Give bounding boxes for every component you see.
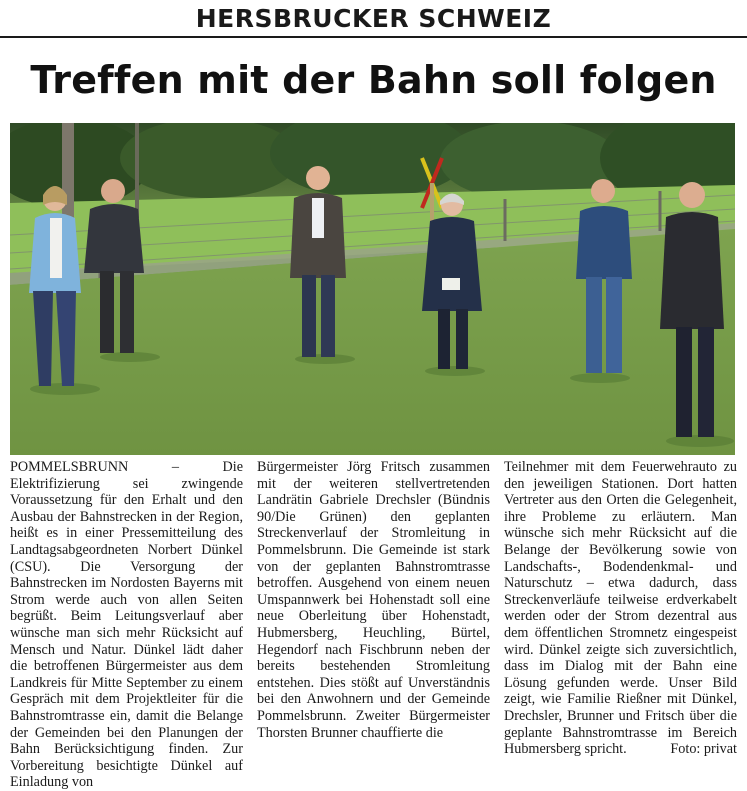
photo-credit: Foto: privat xyxy=(670,741,737,758)
section-title: HERSBRUCKER SCHWEIZ xyxy=(195,4,552,33)
article-column-3-text: Teilnehmer mit dem Feuerwehrauto zu den jeweiligen Stationen. Dort hatten Vertreter aus den Orten die Gelegenheit, ihre Probleme zu erläutern. Man wünsche sich mehr Rücksicht auf die Belange der Bevölkerung sowie von Landschafts-, Bodendenkmal- und Naturschutz – etwa dadurch, dass Streckenverläufe teilweise erdverkabelt werden oder der Strom dezentral aus dem öffentlichen Stromnetz eingespeist wird. Dünkel zeigte sich zuversichtlich, dass im Dialog mit der Bahn eine Lösung gefunden werde. Unser Bild zeigt, wie Familie Rießner mit Dünkel, Drechsler, Brunner und Fritsch über die geplante Bahnstromtrasse im Bereich Hubmersberg spricht. xyxy=(504,459,737,758)
article-headline: Treffen mit der Bahn soll folgen xyxy=(30,58,717,102)
article-photo xyxy=(10,123,735,455)
group-photo-icon xyxy=(10,123,735,455)
article-body xyxy=(10,459,737,791)
article-column-3 xyxy=(504,459,737,758)
article-column-2: Bürgermeister Jörg Fritsch zusammen mit der weiteren stellvertretenden Landrätin Gabriele Drechsler (Bündnis 90/Die Grünen) den geplanten Streckenverlauf der Stromleitung in Pommelsbrunn. Die Gemeinde ist stark von der geplanten Bahnstromtrasse betroffen. Ausgehend von einem neuen Umspannwerk bei Hohenstadt soll eine neue Oberleitung über Hohenstadt, Hubmersberg, Heuchling, Bürtel, Hegendorf nach Fischbrunn neben der bereits bestehenden Stromleitung entstehen. Dies stößt auf Unverständnis bei den Anwohnern und der Gemeinde Pommelsbrunn. Zweiter Bürgermeister Thorsten Brunner chauffierte die xyxy=(257,459,490,741)
article-column-1: POMMELSBRUNN – Die Elektrifizierung sei zwingende Voraussetzung für den Erhalt und den Ausbau der Bahnstrecken in der Region, heißt es in einer Pressemitteilung des Landtagsabgeordneten Norbert Dünkel (CSU). Die Versorgung der Bahnstrecken im Nordosten Bayerns mit Strom werde auch von allen Seiten begrüßt. Beim Leitungsverlauf aber wünsche man sich mehr Rücksicht auf Mensch und Natur. Dünkel lädt daher die betroffenen Bürgermeister aus dem Landkreis für Mitte September zu einem Gespräch mit dem Projektleiter für die Bahnstromtrasse ein, damit die Belange der Gemeinden bei den Planungen der Bahn Berücksichtigung finden. Zur Vorbereitung besichtigte Dünkel auf Einladung von xyxy=(10,459,243,791)
section-header xyxy=(0,0,747,38)
